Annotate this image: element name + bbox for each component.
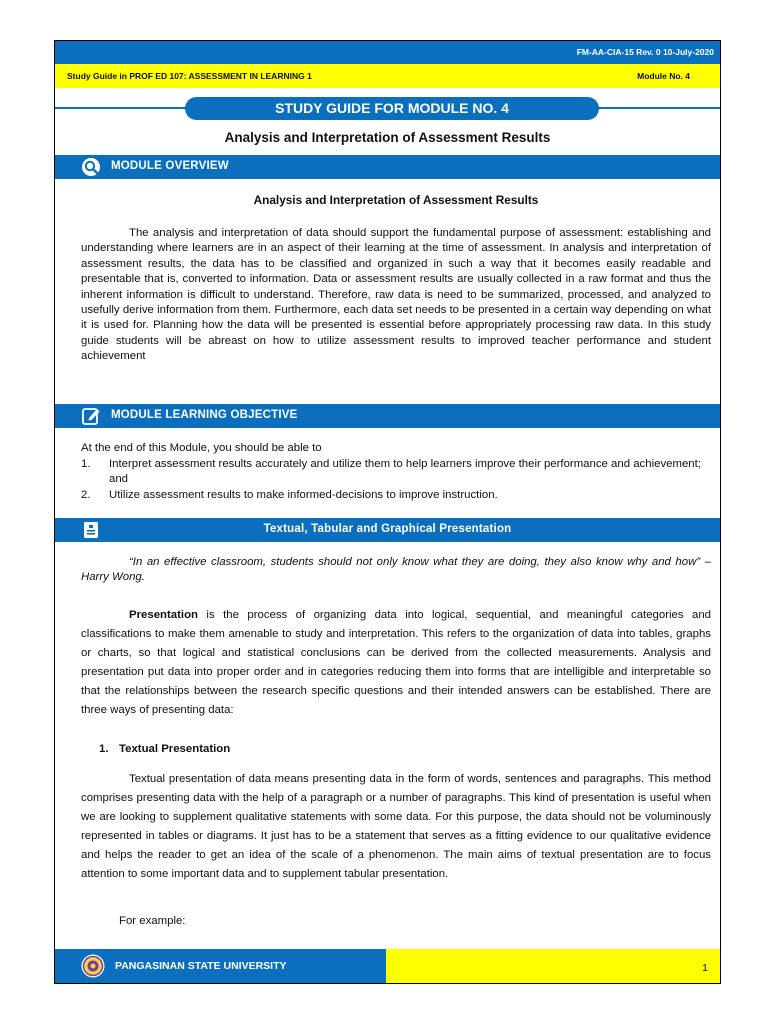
presentation-band [55,518,720,542]
university-seal-icon [81,954,105,978]
module-overview-label: MODULE OVERVIEW [111,160,229,172]
footer-page-block [386,949,720,983]
top-bar [55,41,720,64]
section-number: 1. [99,743,109,755]
overview-paragraph: The analysis and interpretation of data should support the fundamental purpose of assessment: establishing and understanding where learners are in an aspect of their learning at the time of assessment. In analysis and interpretation of assessment results, the data has to be classified and organized in such a way that it becomes easily readable and presentable that is, converted to information. Data or assessment results are usually collected in a raw format and thus the inherent information is difficult to understand. Therefore, raw data is need to be summarized, processed, and analyzed to usefully derive information from them. Furthermore, each data set needs to be presented in a certain way depending on what it is used for. Planning how the data will be presented is essential before appropriately processing raw data. In this study guide students will be abreast on how to utilize assessment results to improved teacher performance and student achievement [81,227,711,363]
page-number: 1 [702,962,708,974]
textual-presentation-heading [81,742,711,757]
page-subtitle: Analysis and Interpretation of Assessment Results [224,130,551,145]
learning-objective-band [55,404,720,428]
presentation-paragraph [81,606,711,719]
list-item-text: Utilize assessment results to make informed-decisions to improve instruction. [109,488,498,501]
list-item [81,488,711,503]
document-code: FM-AA-CIA-15 Rev. 0 10-July-2020 [576,47,714,57]
presentation-definition: is the process of organizing data into logical, sequential, and meaningful categories and classifications to make them amenable to study and interpretation. This refers to the organization of data into tables, graphs or charts, so that logical and statistical conclusions can be derived from the collected measurements. Analysis and presentation put data into proper order and in categories reducing them into forms that are intelligible and interpretable so that the relationships between the research specific questions and their intended answers can be established. There are three ways of presenting data: [81,609,711,716]
document-page [54,40,721,984]
course-line: Study Guide in PROF ED 107: ASSESSMENT IN LEARNING 1 [67,71,312,81]
magnifier-icon [81,157,101,177]
module-number: Module No. 4 [637,71,690,81]
list-item-number: 1. [81,458,91,470]
university-name: PANGASINAN STATE UNIVERSITY [115,960,287,972]
list-item-text: Interpret assessment results accurately and utilize them to help learners improve their performance and achievement; and [109,458,701,486]
section-title: Textual Presentation [119,743,231,755]
for-example-label: For example: [119,915,186,927]
presentation-label: Textual, Tabular and Graphical Presentation [263,523,512,535]
course-bar [55,64,720,88]
footer-university-block [55,949,388,983]
edit-icon [81,406,101,426]
list-item [81,457,711,488]
objective-list [81,457,711,503]
list-item-number: 2. [81,488,91,501]
textual-paragraph: Textual presentation of data means presenting data in the form of words, sentences and paragraphs. This method comprises presenting data with the help of a paragraph or a number of paragraphs. This kind of presentation is useful when we are looking to supplement qualitative statements with some data. For this purpose, the data should not be voluminously represented in tables or diagrams. It just has to be a statement that serves as a fitting evidence to our qualitative evidence and helps the reader to get an idea of the scale of a phenomenon. The main aims of textual presentation are to focus attention to some important data and to supplement tabular presentation. [81,773,711,880]
presentation-term: Presentation [129,609,198,621]
harry-wong-quote: “In an effective classroom, students should not only know what they are doing, they also know why and how” – Harry Wong. [81,556,711,584]
learning-objective-label: MODULE LEARNING OBJECTIVE [111,409,298,421]
module-overview-band [55,155,720,179]
overview-heading: Analysis and Interpretation of Assessment Results [253,193,539,207]
study-guide-banner: STUDY GUIDE FOR MODULE NO. 4 [185,97,599,120]
objective-intro: At the end of this Module, you should be able to [81,442,322,454]
